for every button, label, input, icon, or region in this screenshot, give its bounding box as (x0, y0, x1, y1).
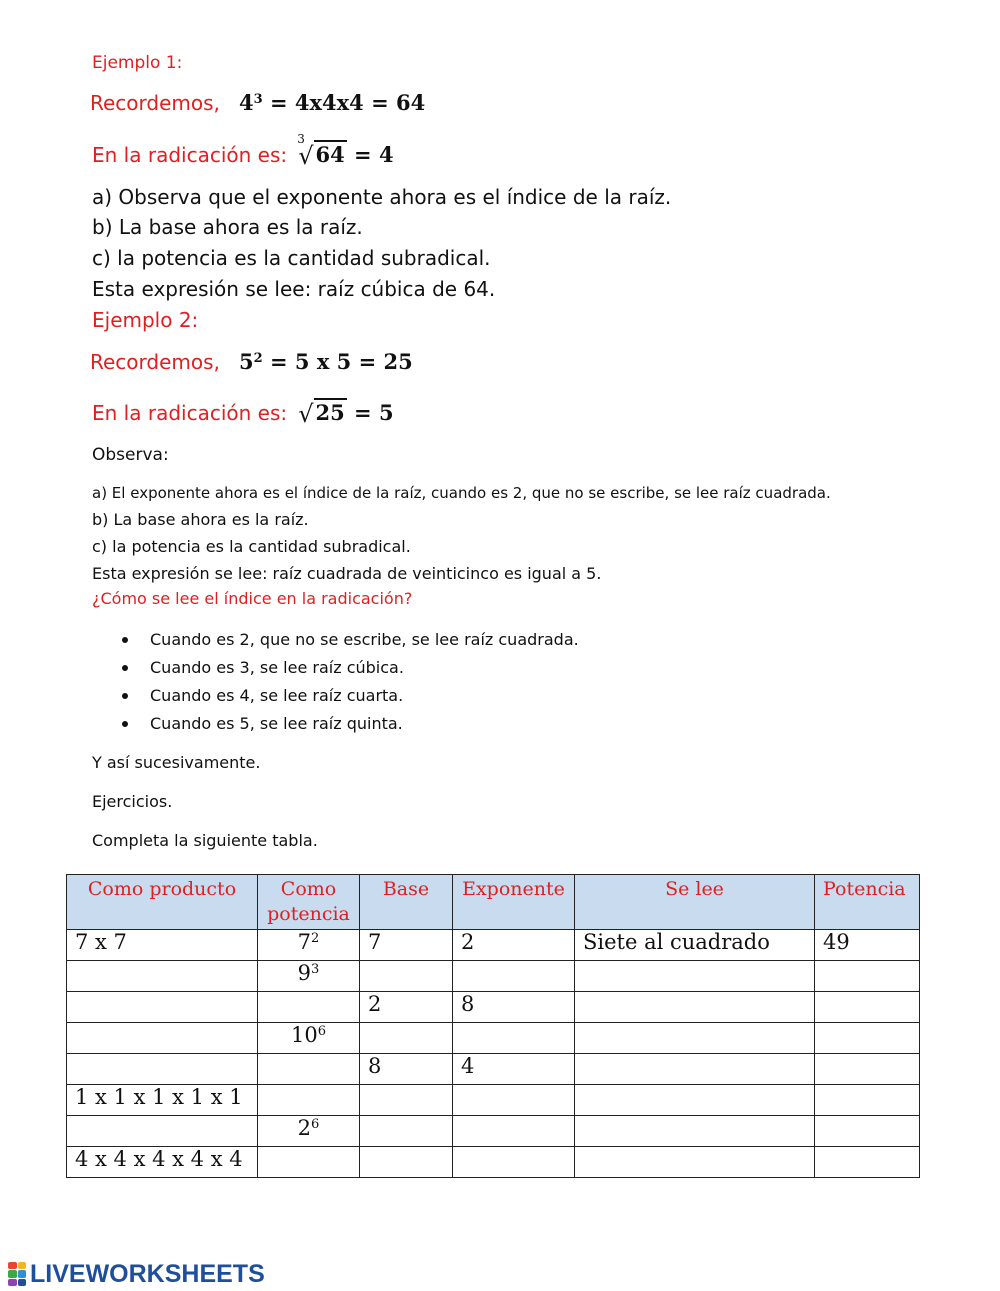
cell-potencia[interactable] (815, 1054, 920, 1085)
logo-wordmark: LIVEWORKSHEETS (30, 1259, 265, 1288)
example2-note-a: a) El exponente ahora es el índice de la raíz, cuando es 2, que no se escribe, se lee raíz cuadrada. (92, 484, 831, 502)
example1-heading: Ejemplo 1: (92, 53, 183, 73)
cell-como-potencia[interactable] (258, 1085, 360, 1116)
example2-note-b: b) La base ahora es la raíz. (92, 510, 309, 529)
cell-potencia[interactable] (815, 1147, 920, 1178)
cell-producto[interactable] (67, 1054, 258, 1085)
table-row (67, 1116, 920, 1147)
example2-heading: Ejemplo 2: (92, 308, 199, 332)
example1-recall-line (90, 90, 425, 115)
power-expression: $4^3 = 4x4x4 = 64$ (239, 90, 426, 115)
table-row (67, 1147, 920, 1178)
header-producto: Como producto (67, 875, 258, 930)
cell-producto[interactable] (67, 992, 258, 1023)
list-item: Cuando es 4, se lee raíz cuarta. (122, 686, 822, 714)
cell-producto: 1 x 1 x 1 x 1 x 1 (67, 1085, 258, 1116)
cell-se-lee: Siete al cuadrado (575, 930, 815, 961)
radical-expression: 3 √64 = 4 (297, 132, 394, 170)
table-row (67, 1023, 920, 1054)
cell-base[interactable] (360, 1085, 453, 1116)
cell-como-potencia[interactable] (258, 1054, 360, 1085)
cell-exponente[interactable] (453, 961, 575, 992)
cell-se-lee[interactable] (575, 1147, 815, 1178)
example2-note-c: c) la potencia es la cantidad subradical. (92, 537, 411, 556)
cell-exponente[interactable] (453, 1116, 575, 1147)
bullet-icon (122, 637, 128, 643)
cell-base: 8 (360, 1054, 453, 1085)
cell-base[interactable] (360, 1116, 453, 1147)
cell-se-lee[interactable] (575, 1023, 815, 1054)
table-row (67, 961, 920, 992)
cell-exponente: 2 (453, 930, 575, 961)
header-potencia: Potencia (815, 875, 920, 930)
cell-como-potencia: $2^6$ (258, 1116, 360, 1147)
cell-potencia[interactable] (815, 961, 920, 992)
bullet-icon (122, 721, 128, 727)
header-exponente: Exponente (453, 875, 575, 930)
header-base: Base (360, 875, 453, 930)
radical-label: En la radicación es: (92, 143, 288, 167)
exercise-table (66, 874, 920, 1178)
cell-base[interactable] (360, 1023, 453, 1054)
table-row (67, 930, 920, 961)
cell-potencia[interactable] (815, 1023, 920, 1054)
table-row (67, 1054, 920, 1085)
and-so-on: Y así sucesivamente. (92, 753, 261, 772)
recall-label: Recordemos, (90, 350, 220, 374)
cell-se-lee[interactable] (575, 1054, 815, 1085)
cell-producto[interactable] (67, 1023, 258, 1054)
cell-se-lee[interactable] (575, 992, 815, 1023)
bullet-icon (122, 665, 128, 671)
example1-reading: Esta expresión se lee: raíz cúbica de 64. (92, 277, 496, 301)
list-item: Cuando es 2, que no se escribe, se lee raíz cuadrada. (122, 630, 822, 658)
cell-producto: 7 x 7 (67, 930, 258, 961)
table-row (67, 992, 920, 1023)
liveworksheets-mark-icon (8, 1262, 26, 1286)
cell-exponente[interactable] (453, 1085, 575, 1116)
example2-recall-line (90, 349, 413, 374)
cell-base[interactable] (360, 1147, 453, 1178)
cell-base: 2 (360, 992, 453, 1023)
cell-como-potencia[interactable] (258, 1147, 360, 1178)
cell-producto: 4 x 4 x 4 x 4 x 4 (67, 1147, 258, 1178)
recall-label: Recordemos, (90, 91, 220, 115)
list-item: Cuando es 5, se lee raíz quinta. (122, 714, 822, 742)
list-item: Cuando es 3, se lee raíz cúbica. (122, 658, 822, 686)
cell-base[interactable] (360, 961, 453, 992)
cell-exponente[interactable] (453, 1023, 575, 1054)
cell-potencia[interactable] (815, 1085, 920, 1116)
example1-note-b: b) La base ahora es la raíz. (92, 215, 363, 239)
cell-potencia[interactable] (815, 992, 920, 1023)
example2-radical-line (92, 398, 394, 426)
table-header-row (67, 875, 920, 930)
observe-label: Observa: (92, 445, 169, 465)
cell-se-lee[interactable] (575, 1085, 815, 1116)
cell-como-potencia: $7^2$ (258, 930, 360, 961)
cell-potencia[interactable] (815, 1116, 920, 1147)
cell-producto[interactable] (67, 961, 258, 992)
example1-radical-line (92, 132, 394, 170)
cell-potencia: 49 (815, 930, 920, 961)
example2-reading: Esta expresión se lee: raíz cuadrada de veinticinco es igual a 5. (92, 564, 602, 583)
header-como-potencia: Como potencia (258, 875, 360, 930)
cell-base: 7 (360, 930, 453, 961)
example1-note-a: a) Observa que el exponente ahora es el índice de la raíz. (92, 185, 672, 209)
cell-exponente: 4 (453, 1054, 575, 1085)
index-list (122, 630, 822, 742)
cell-exponente: 8 (453, 992, 575, 1023)
power-expression: $5^2 = 5$ x 5 = 25 (239, 349, 413, 374)
cell-se-lee[interactable] (575, 961, 815, 992)
radical-label: En la radicación es: (92, 401, 288, 425)
bullet-icon (122, 693, 128, 699)
cell-exponente[interactable] (453, 1147, 575, 1178)
header-se-lee: Se lee (575, 875, 815, 930)
exercises-label: Ejercicios. (92, 792, 173, 811)
cell-como-potencia: $10^6$ (258, 1023, 360, 1054)
cell-como-potencia[interactable] (258, 992, 360, 1023)
cell-producto[interactable] (67, 1116, 258, 1147)
instruction: Completa la siguiente tabla. (92, 831, 318, 850)
radical-expression: √25 = 5 (298, 400, 394, 428)
liveworksheets-logo (8, 1259, 265, 1289)
table-row (67, 1085, 920, 1116)
index-question: ¿Cómo se lee el índice en la radicación? (92, 589, 413, 608)
cell-como-potencia: $9^3$ (258, 961, 360, 992)
cell-se-lee[interactable] (575, 1116, 815, 1147)
example1-note-c: c) la potencia es la cantidad subradical. (92, 246, 491, 270)
